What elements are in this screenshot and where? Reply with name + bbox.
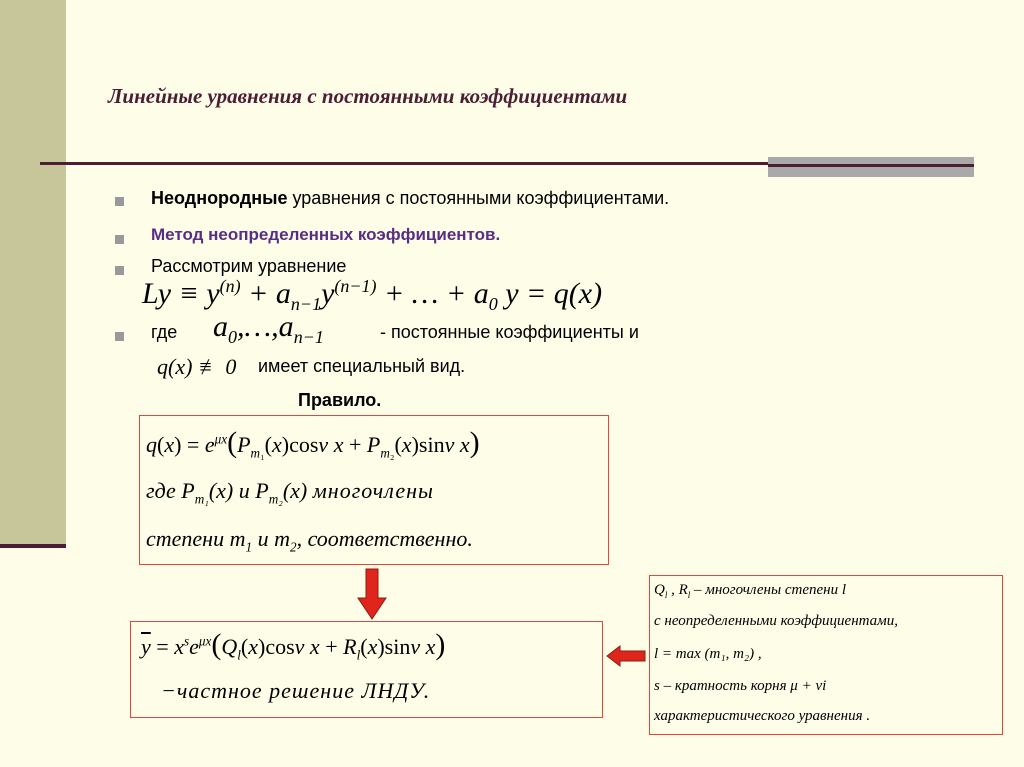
bullet-5-suffix: имеет специальный вид. bbox=[258, 356, 466, 376]
bullet-marker bbox=[115, 266, 124, 275]
note-line-4: s – кратность корня μ + νi bbox=[654, 678, 827, 694]
note-line-5: характеристического уравнения . bbox=[654, 708, 871, 724]
rule-line-2-c: многочлены bbox=[312, 478, 434, 503]
solution-caption: −частное решение ЛНДУ. bbox=[161, 678, 431, 703]
rule-line-3-c: , соответственно. bbox=[296, 526, 473, 551]
bullet-4-prefix: где bbox=[151, 322, 178, 342]
main-equation: $Ly \equiv y^{(n)} + a_{n-1}y^{(n-1)}$ + … + $a_0$ y = q(x) bbox=[142, 276, 603, 314]
rule-label: Правило. bbox=[298, 390, 382, 410]
title-rule-accent bbox=[768, 157, 974, 177]
arrow-left-icon bbox=[606, 645, 646, 667]
bullet-4-suffix: - постоянные коэффициенты и bbox=[380, 322, 639, 342]
note-box bbox=[649, 575, 1003, 735]
bullet-1 bbox=[151, 188, 669, 209]
rule-line-2-a: где bbox=[146, 478, 176, 503]
side-decoration-bar bbox=[0, 0, 66, 548]
solution-box bbox=[130, 621, 603, 718]
side-decoration-line bbox=[0, 544, 66, 548]
bullet-marker bbox=[115, 197, 124, 206]
title-rule-accent-line bbox=[768, 164, 974, 167]
arrow-down-icon bbox=[357, 568, 387, 620]
bullet-2: Метод неопределенных коэффициентов. bbox=[151, 225, 501, 244]
bullet-1-bold: Неоднородные bbox=[151, 188, 288, 208]
rule-line-3-a: степени bbox=[146, 526, 225, 551]
rule-line-2: где $P_{m_1}(x)$ и $P_{m_2}(x)$ многочлены bbox=[146, 478, 434, 507]
solution-formula: $\overline{y} = x^se^{\mu x}(Q_l(x)\cos\nu$ $x + R_l(x)\sin\nu$ x) bbox=[141, 628, 446, 663]
note-line-1-rest: – многочлены степени l bbox=[690, 582, 847, 598]
rule-line-3: степени $m_1$ и $m_2$, соответственно. bbox=[146, 526, 473, 555]
note-line-2: с неопределенными коэффициентами, bbox=[654, 613, 898, 629]
note-line-1: $Q_l$ , $R_l$ – многочлены степени l bbox=[654, 582, 847, 600]
bullet-marker bbox=[115, 235, 124, 244]
coefficients-math: $a_0,\dots,a_{n-1}$ bbox=[213, 310, 324, 347]
rule-line-2-b: и bbox=[238, 478, 250, 503]
q-nonzero-math: q(x) ≢ 0 bbox=[157, 354, 237, 379]
note-line-3: l = max (m₁, m₂) , bbox=[654, 646, 762, 662]
rule-line-3-b: и bbox=[257, 526, 269, 551]
bullet-3: Рассмотрим уравнение bbox=[151, 256, 347, 276]
bullet-marker bbox=[115, 332, 124, 341]
slide-title: Линейные уравнения с постоянными коэффициентами bbox=[108, 84, 628, 108]
rule-box bbox=[139, 415, 609, 565]
bullet-1-rest: уравнения с постоянными коэффициентами. bbox=[287, 188, 670, 208]
rule-formula: $q(x) = e^{\mu x}(P_{m_1}(x)\cos\nu$ $x + P_{m_2}(x)\sin\nu$ x) bbox=[146, 426, 480, 461]
